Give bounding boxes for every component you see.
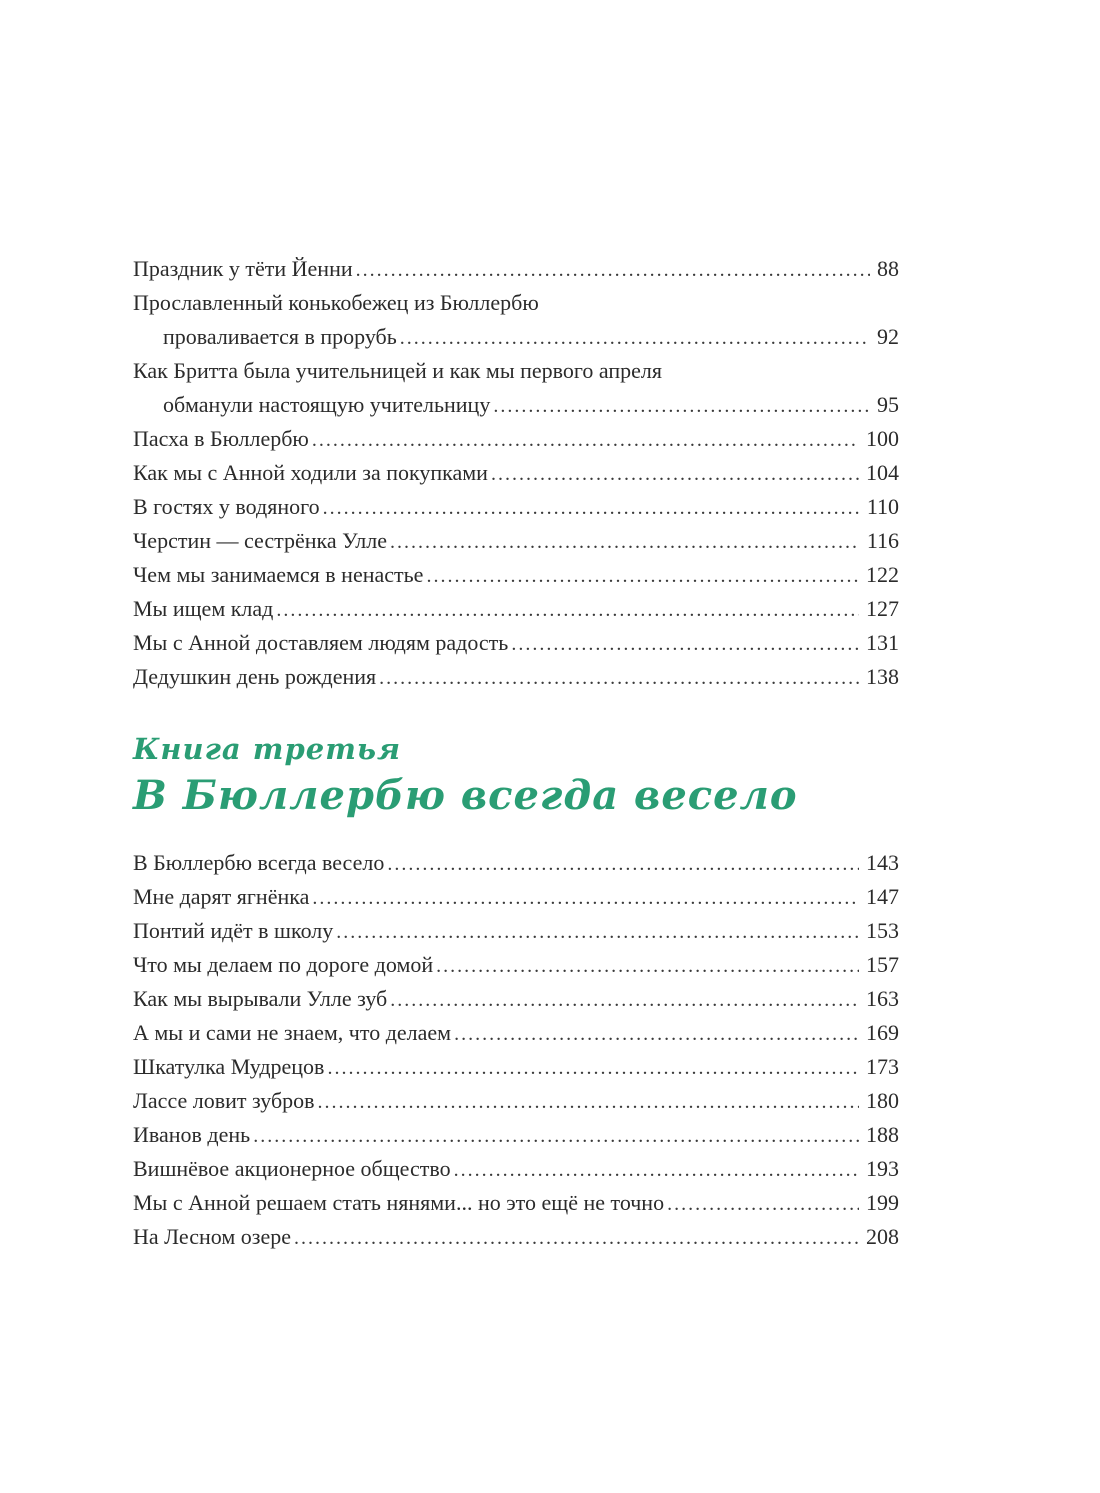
toc-entry	[133, 660, 899, 694]
toc-entry-page: 193	[866, 1156, 899, 1181]
toc-entry-page: 92	[877, 324, 899, 349]
toc-entry-title: Как мы вырывали Улле зуб	[133, 986, 388, 1011]
toc-entry-page: 157	[866, 952, 899, 977]
toc-entry-title: Вишнёвое акционерное общество	[133, 1156, 451, 1181]
toc-entry-title: Как мы с Анной ходили за покупками	[133, 460, 488, 485]
toc-entry-title: Праздник у тёти Йенни	[133, 256, 353, 281]
toc-entry-line	[133, 1220, 899, 1254]
toc-entry-line	[133, 422, 899, 456]
toc-leader-dots	[327, 1050, 859, 1085]
toc-entry-page: 180	[866, 1088, 899, 1113]
toc-entry	[133, 1118, 899, 1152]
toc-entry-page: 104	[866, 460, 899, 485]
toc-leader-dots	[390, 982, 859, 1017]
toc-leader-dots	[390, 524, 860, 559]
toc-entry-line	[133, 524, 899, 558]
toc-entry-title: Мы с Анной доставляем людям радость	[133, 630, 509, 655]
toc-entry-line	[133, 592, 899, 626]
toc-entry-page: 163	[866, 986, 899, 1011]
table-of-contents	[133, 252, 899, 1254]
toc-entry-title: Шкатулка Мудрецов	[133, 1054, 325, 1079]
toc-entry-page: 153	[866, 918, 899, 943]
toc-leader-dots	[312, 880, 859, 915]
toc-entry-page: 95	[877, 392, 899, 417]
toc-entry-line	[133, 456, 899, 490]
toc-entry-line	[133, 1152, 899, 1186]
toc-entry-line	[133, 558, 899, 592]
toc-leader-dots	[379, 660, 859, 695]
toc-entry-line	[133, 252, 899, 286]
toc-leader-dots	[323, 490, 860, 525]
toc-entry	[133, 948, 899, 982]
section-heading	[133, 732, 899, 820]
toc-entry-page: 131	[866, 630, 899, 655]
toc-leader-dots	[387, 846, 859, 881]
toc-entry-title: Что мы делаем по дороге домой	[133, 952, 434, 977]
toc-entry	[133, 1220, 899, 1254]
toc-entry-title: В Бюллербю всегда весело	[133, 850, 385, 875]
toc-entry-page: 143	[866, 850, 899, 875]
book-title-heading: В Бюллербю всегда весело	[133, 772, 798, 819]
toc-section-book-three	[133, 846, 899, 1254]
toc-leader-dots	[454, 1016, 859, 1051]
toc-entry-line	[133, 914, 899, 948]
toc-leader-dots	[426, 558, 859, 593]
toc-entry-title: Иванов день	[133, 1122, 251, 1147]
toc-leader-dots	[356, 252, 870, 287]
toc-entry	[133, 1152, 899, 1186]
toc-entry-line	[133, 982, 899, 1016]
toc-leader-dots	[294, 1220, 859, 1255]
toc-entry-title: Мы ищем клад	[133, 596, 274, 621]
toc-entry	[133, 1186, 899, 1220]
toc-entry	[133, 456, 899, 490]
toc-entry	[133, 846, 899, 880]
toc-entry-page: 173	[866, 1054, 899, 1079]
toc-entry-page: 88	[877, 256, 899, 281]
toc-entry-line	[133, 1186, 899, 1220]
toc-entry-page: 100	[866, 426, 899, 451]
toc-entry-page: 110	[866, 494, 899, 519]
toc-entry-line	[133, 1118, 899, 1152]
toc-leader-dots	[276, 592, 859, 627]
toc-entry-page: 127	[866, 596, 899, 621]
toc-entry-page: 147	[866, 884, 899, 909]
toc-entry	[133, 252, 899, 286]
toc-entry-page: 116	[866, 528, 899, 553]
toc-entry	[133, 1084, 899, 1118]
toc-leader-dots	[318, 1084, 859, 1119]
toc-entry-line	[133, 1016, 899, 1050]
toc-entry	[133, 1016, 899, 1050]
toc-entry-title: Мы с Анной решаем стать нянями... но это ещё не точно	[133, 1190, 665, 1215]
toc-entry	[133, 626, 899, 660]
toc-entry-page: 208	[866, 1224, 899, 1249]
toc-entry	[133, 914, 899, 948]
toc-entry-line	[133, 948, 899, 982]
toc-entry	[133, 354, 899, 422]
toc-entry-page: 122	[866, 562, 899, 587]
toc-entry-line-2	[133, 320, 899, 354]
toc-entry-title: Дедушкин день рождения	[133, 664, 377, 689]
toc-entry-title-continuation: обманули настоящую учительницу	[163, 392, 491, 417]
toc-leader-dots	[436, 948, 859, 983]
toc-entry	[133, 558, 899, 592]
toc-leader-dots	[491, 456, 859, 491]
toc-entry-title: Прославленный конькобежец из Бюллербю	[133, 290, 539, 315]
toc-entry-title-continuation: проваливается в прорубь	[163, 324, 397, 349]
toc-entry-title: Черстин — сестрёнка Улле	[133, 528, 387, 553]
toc-entry-title: Пасха в Бюллербю	[133, 426, 309, 451]
toc-section-book-two	[133, 252, 899, 694]
toc-entry-line	[133, 1050, 899, 1084]
toc-entry-line	[133, 626, 899, 660]
toc-entry	[133, 422, 899, 456]
toc-entry-page: 169	[866, 1020, 899, 1045]
toc-leader-dots	[312, 422, 859, 457]
toc-entry	[133, 524, 899, 558]
toc-entry-page: 138	[866, 664, 899, 689]
book-number-heading: Книга третья	[133, 732, 402, 766]
toc-entry-title: Лассе ловит зубров	[133, 1088, 315, 1113]
toc-entry-line	[133, 660, 899, 694]
toc-leader-dots	[454, 1152, 859, 1187]
toc-leader-dots	[667, 1186, 859, 1221]
toc-leader-dots	[400, 320, 870, 355]
toc-leader-dots	[253, 1118, 859, 1153]
toc-entry-line	[133, 490, 899, 524]
toc-entry	[133, 1050, 899, 1084]
toc-entry-title: Мне дарят ягнёнка	[133, 884, 310, 909]
toc-entry	[133, 592, 899, 626]
toc-entry-title: А мы и сами не знаем, что делаем	[133, 1020, 452, 1045]
toc-entry	[133, 286, 899, 354]
toc-entry-line	[133, 1084, 899, 1118]
toc-entry-title: На Лесном озере	[133, 1224, 291, 1249]
toc-entry-title: В гостях у водяного	[133, 494, 320, 519]
toc-entry-page: 188	[866, 1122, 899, 1147]
toc-entry	[133, 490, 899, 524]
toc-entry-line	[133, 880, 899, 914]
toc-entry-title: Чем мы занимаемся в ненастье	[133, 562, 424, 587]
toc-entry	[133, 982, 899, 1016]
toc-leader-dots	[493, 388, 870, 423]
toc-entry-title: Как Бритта была учительницей и как мы первого апреля	[133, 358, 662, 383]
toc-entry-title: Понтий идёт в школу	[133, 918, 334, 943]
toc-entry-line	[133, 846, 899, 880]
toc-entry-page: 199	[866, 1190, 899, 1215]
toc-leader-dots	[336, 914, 859, 949]
toc-leader-dots	[511, 626, 859, 661]
toc-entry-line-2	[133, 388, 899, 422]
toc-entry	[133, 880, 899, 914]
